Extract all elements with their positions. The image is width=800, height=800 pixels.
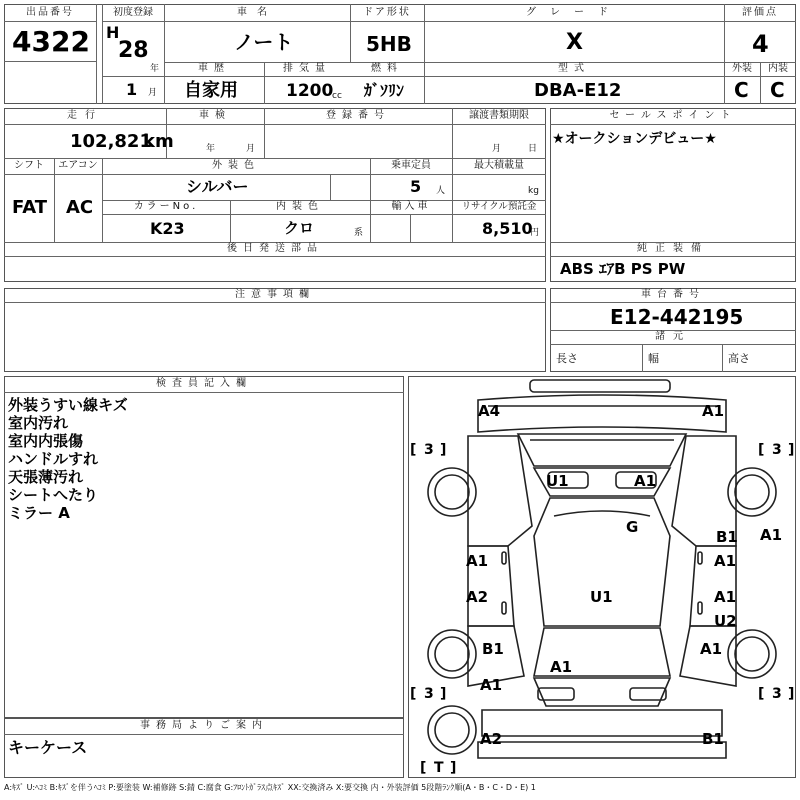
transfer-day-unit: 日 [528,144,538,154]
inspector-note: 天張薄汚れ [8,468,84,486]
reg-year-unit: 年 [150,64,160,74]
damage-mark: A2 [466,588,489,606]
transfer-doc-label: 譲渡書類期限 [469,110,529,121]
height-label: 高さ [728,352,750,365]
equipment-label: 純正装備 [637,243,709,254]
reg-number-label: 登録番号 [326,110,390,121]
history: 自家用 [184,80,238,101]
svg-text:[: [ [758,686,765,702]
ext-color: シルバー [186,177,249,196]
ac-label: エアコン [58,160,98,171]
damage-mark: A1 [700,640,723,658]
sales-point-text: ★オークションデビュー★ [552,131,717,147]
damage-mark: B1 [702,730,724,748]
chassis-number: E12-442195 [610,305,744,329]
max-load-label: 最大積載量 [474,160,524,171]
car-name: ノート [234,30,294,54]
recycle-fee: 8,510 [482,219,533,238]
notes-label: 注意事項欄 [235,289,315,300]
inspector-note: 外装うすい線キズ [8,396,128,414]
recycle-label: リサイクル預託金 [461,201,537,212]
inspection-month-unit: 月 [246,144,256,154]
svg-text:]: ] [788,686,795,702]
damage-mark: A1 [480,676,503,694]
max-load-unit: kg [528,186,539,196]
inspector-notes [8,396,128,522]
shift: FAT [12,197,48,218]
equipment-text: ABS ｴｱB PS PW [560,260,686,278]
exterior-label: 外装 [732,63,752,74]
svg-text:[: [ [758,442,765,458]
color-no: K23 [150,219,185,238]
office-text: キーケース [8,738,88,757]
car-diagram [408,376,796,778]
inspector-note: ハンドルすれ [8,450,99,468]
damage-mark: U1 [590,588,613,606]
door-label: ドア形状 [363,7,411,18]
grade: X [566,30,583,55]
interior-label: 内装 [768,63,788,74]
import-label: 輸入車 [391,201,431,212]
svg-text:[: [ [410,686,417,702]
reg-era: H [106,23,120,42]
sales-point-label: セールスポイント [609,110,737,121]
displacement-label: 排気量 [283,63,331,74]
damage-mark: B1 [716,528,738,546]
inspector-label: 検査員記入欄 [156,378,252,389]
fuel: ｶﾞｿﾘﾝ [364,81,405,100]
interior-grade: C [770,78,785,102]
tire-mark-rear-right: 3 [772,686,782,702]
damage-mark: A1 [714,588,737,606]
grade-label: グレード [526,7,622,18]
damage-mark: A1 [550,658,573,676]
model-code: DBA-E12 [534,80,622,101]
length-label: 長さ [556,352,578,365]
svg-text:[: [ [410,442,417,458]
svg-text:]: ] [788,442,795,458]
svg-text:]: ] [450,760,457,776]
fuel-label: 燃料 [371,63,403,74]
inspector-note: ミラー A [8,504,70,522]
door-type: 5HB [366,32,412,56]
chassis-label: 車台番号 [641,289,705,300]
svg-text:[: [ [420,760,427,776]
inspection-label: 車検 [199,110,231,121]
mileage-unit: km [143,131,174,152]
tire-mark-rear-left: 3 [424,686,434,702]
damage-mark: A1 [634,472,657,490]
model-code-label: 型式 [558,63,590,74]
car-name-label: 車名 [237,7,277,18]
displacement: 1200 [286,81,334,101]
shift-label: シフト [14,160,44,171]
damage-mark: A1 [714,552,737,570]
specs-label: 諸元 [655,331,691,342]
history-label: 車歴 [198,63,230,74]
svg-text:]: ] [440,442,447,458]
tire-mark-front-right: 3 [772,442,782,458]
office-label: 事務局よりご案内 [140,720,268,731]
int-color-label: 内装色 [276,201,324,212]
capacity: 5 [410,177,422,196]
tire-mark-front-left: 3 [424,442,434,458]
damage-mark: A1 [466,552,489,570]
damage-mark: U2 [714,612,737,630]
inspector-note: 室内内張傷 [8,432,84,450]
int-color-unit: 系 [354,228,364,238]
exterior-grade: C [734,78,749,102]
reg-month: 1 [126,80,138,99]
damage-mark: B1 [482,640,504,658]
damage-mark: A2 [480,730,503,748]
damage-mark: A4 [478,402,501,420]
first-reg-label: 初度登録 [113,7,153,18]
capacity-unit: 人 [436,186,446,196]
legend: A:ｷｽﾞ U:ﾍｺﾐ B:ｷｽﾞを伴うﾍｺﾐ P:要塗装 W:補修跡 S:錆 C:腐食 G:ﾌﾛﾝﾄｶﾞﾗｽ点ｷｽﾞ XX:交換済み X:要交換 内・外装評価 5段階ﾗﾝｸ順(A・B・C・D・E) 1 [4,783,536,792]
transfer-month-unit: 月 [492,144,502,154]
score-label: 評価点 [742,7,778,18]
inspection-year-unit: 年 [206,144,216,154]
color-no-label: カラーNo. [133,201,199,212]
damage-mark: G [626,518,639,536]
mileage-label: 走行 [67,110,103,121]
damage-mark: U1 [546,472,569,490]
reg-year: 28 [118,38,149,63]
later-parts-label: 後日発送部品 [227,243,323,254]
width-label: 幅 [648,352,659,365]
mileage: 102,821 [70,131,152,152]
ext-color-label: 外装色 [212,160,260,171]
lot-number: 4322 [12,25,90,58]
svg-text:]: ] [440,686,447,702]
recycle-unit: 円 [530,228,540,238]
inspector-note: 室内汚れ [8,414,69,432]
inspector-note: シートへたり [8,486,99,504]
reg-month-unit: 月 [148,88,158,98]
int-color: クロ [284,219,315,237]
damage-mark: A1 [702,402,725,420]
score: 4 [752,30,769,58]
tire-mark-spare: T [434,760,444,776]
lot-number-label: 出品番号 [26,7,74,18]
capacity-label: 乗車定員 [391,160,431,171]
displacement-unit: cc [332,91,342,101]
damage-mark: A1 [760,526,783,544]
ac: AC [66,197,94,218]
